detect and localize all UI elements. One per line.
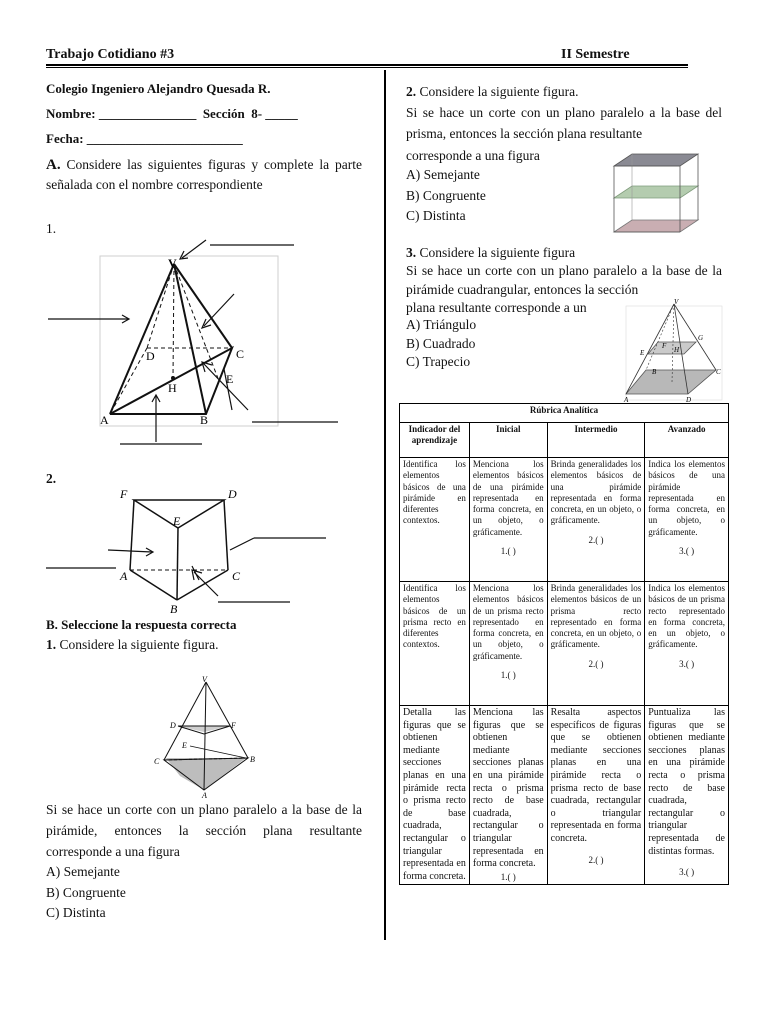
rubric-level-checkbox[interactable]: 2.( ) (588, 854, 604, 865)
question-2-option-a[interactable]: A) Semejante (406, 167, 480, 182)
rubric-header-avanzado: Avanzado (645, 423, 729, 458)
rubric-cell-text: Brinda generalidades los elementos básicos de una pirámide representada en forma concreta, en un objeto, o gráficamente. (550, 459, 642, 526)
question-1-number: 1. (46, 637, 57, 652)
rubric-table (399, 403, 729, 885)
rubric-indicator: Identifica los elementos básicos de una pirámide en diferentes contextos. (400, 458, 470, 582)
fig1-point-e: E (226, 372, 234, 386)
rubric-cell-intermedio (547, 706, 645, 885)
question-2-number: 2. (406, 84, 417, 99)
triangular-prism-figure (44, 484, 344, 616)
question-3-text: Si se hace un corte con un plano paralelo a la base de la pirámide cuadrangular, entonces la sección (406, 263, 722, 297)
fig5-point-g: G (698, 334, 704, 342)
fig1-vertex-c: C (236, 347, 245, 361)
fig2-vertex-b: B (170, 602, 178, 616)
rubric-cell-text: Menciona los elementos básicos de un prisma recto representado en forma concreta, en un objeto, o gráficamente. (472, 583, 544, 661)
fig3-point-f: F (231, 721, 236, 730)
rubric-level-checkbox[interactable]: 1.( ) (500, 670, 516, 681)
rubric-level-checkbox[interactable]: 2.( ) (588, 658, 604, 669)
fig3-vertex-a: A (202, 791, 207, 800)
fig2-vertex-e: E (173, 514, 181, 528)
fig5-vertex-a: A (624, 396, 629, 402)
fig5-point-f: F (662, 342, 667, 350)
fig2-vertex-c: C (232, 569, 241, 583)
rubric-header-indicator: Indicador del aprendizaje (400, 423, 470, 458)
fig5-point-h: H (674, 346, 680, 354)
rubric-cell-inicial (469, 706, 547, 885)
rubric-level-checkbox[interactable]: 3.( ) (679, 658, 695, 669)
rubric-row-sections (400, 706, 729, 885)
rubric-row-pyramid (400, 458, 729, 582)
question-1-intro-text: Considere la siguiente figura. (59, 637, 219, 652)
fig3-vertex-b: B (250, 755, 255, 764)
rubric-cell-text: Menciona los elementos básicos de una pirámide representada en forma concreta, en un objeto, o gráficamente. (472, 459, 544, 537)
question-3-options (406, 316, 476, 372)
header-rule-thin (46, 67, 688, 68)
triangular-pyramid-section-figure (150, 674, 262, 800)
question-1-option-a[interactable]: A) Semejante (46, 864, 120, 879)
fig1-vertex-v: V (168, 256, 177, 270)
fig1-vertex-a: A (100, 413, 109, 427)
rubric-cell-inicial (469, 458, 547, 582)
fig3-vertex-c: C (154, 757, 160, 766)
rubric-cell-text: Indica los elementos básicos de una pirámide representada en forma concreta, en un objeto, o gráficamente. (648, 459, 725, 537)
question-2-option-c[interactable]: C) Distinta (406, 208, 466, 223)
rubric-indicator: Identifica los elementos básicos de un prisma recto en diferentes contextos. (400, 582, 470, 706)
rubric-cell-text: Puntualiza las figuras que se obtienen mediante secciones planas en una pirámide recta o prisma recto de base cuadrada, rectangular o triangular representada de distintas formas. (648, 707, 725, 857)
item-2-number: 2. (46, 471, 57, 486)
square-pyramid-figure (44, 234, 344, 450)
question-1-option-b[interactable]: B) Congruente (46, 884, 126, 900)
part-a-instructions (46, 155, 362, 195)
rubric-title: Rúbrica Analítica (400, 404, 729, 423)
rubric-header-inicial: Inicial (469, 423, 547, 458)
fig1-vertex-b: B (200, 413, 209, 427)
question-1-text: Si se hace un corte con un plano paralelo a la base de la pirámide, entonces la sección plana resultante corresponde a una figura (46, 802, 362, 859)
prism-section-figure (612, 152, 700, 238)
fig3-vertex-v: V (202, 675, 207, 684)
fig5-vertex-v: V (674, 298, 679, 306)
question-3-option-c[interactable]: C) Trapecio (406, 354, 471, 369)
rubric-cell-avanzado (645, 458, 729, 582)
item-1-number: 1. (46, 221, 57, 236)
name-section-line: Nombre: _______________ Sección 8- _____ (46, 106, 298, 121)
fig5-vertex-d: D (686, 396, 692, 402)
date-line: Fecha: ________________________ (46, 131, 243, 146)
fig5-vertex-b: B (652, 368, 657, 376)
fig2-vertex-d: D (228, 487, 237, 501)
question-3-intro-text: Considere la siguiente figura (419, 245, 576, 260)
rubric-cell-intermedio (547, 582, 645, 706)
question-1-options (46, 862, 126, 924)
fig5-vertex-c: C (716, 368, 721, 376)
question-3-number: 3. (406, 245, 417, 260)
question-3-text-tail: plana resultante corresponde a un (406, 300, 587, 315)
rubric-level-checkbox[interactable]: 1.( ) (500, 546, 516, 557)
fig2-vertex-a: A (120, 569, 128, 583)
fig1-vertex-d: D (146, 349, 155, 363)
rubric-indicator: Detalla las figuras que se obtienen mediante secciones planas en una pirámide recta o prisma recto de base cuadrada, rectangular o triangular representada en forma concreta. (400, 706, 470, 885)
rubric-header-intermedio: Intermedio (547, 423, 645, 458)
rubric-cell-avanzado (645, 706, 729, 885)
question-3-intro (406, 243, 575, 263)
fig5-point-e: E (640, 349, 645, 357)
part-a-letter: A. (46, 157, 61, 173)
rubric-cell-text: Resalta aspectos específicos de figuras que se obtienen mediante secciones planas en una pirámide recta o prisma recto de base cuadrada, rectangular o triangular representada en forma concreta. (550, 707, 642, 844)
part-a-text: Considere las siguientes figuras y complete la parte señalada con el nombre correspondiente (46, 157, 362, 192)
rubric-level-checkbox[interactable]: 3.( ) (679, 546, 695, 557)
question-2-option-b[interactable]: B) Congruente (406, 187, 486, 203)
question-3-option-a[interactable]: A) Triángulo (406, 317, 477, 332)
question-2-options (406, 165, 486, 227)
fig2-vertex-f: F (120, 487, 128, 501)
part-b-title: B. Seleccione la respuesta correcta (46, 617, 237, 632)
column-divider (384, 70, 386, 940)
question-2-intro-text: Considere la siguiente figura. (419, 84, 579, 99)
header-rule (46, 64, 688, 66)
rubric-cell-text: Brinda generalidades los elementos básicos de un prisma recto representado en forma concreta, en un objeto, o gráficamente. (550, 583, 642, 650)
rubric-row-prism (400, 582, 729, 706)
square-pyramid-section-figure (622, 298, 726, 402)
fig3-point-d: D (170, 721, 176, 730)
school-name: Colegio Ingeniero Alejandro Quesada R. (46, 81, 271, 96)
rubric-level-checkbox[interactable]: 2.( ) (588, 534, 604, 545)
rubric-level-checkbox[interactable]: 3.( ) (679, 867, 695, 878)
rubric-cell-avanzado (645, 582, 729, 706)
rubric-cell-intermedio (547, 458, 645, 582)
fig3-point-e: E (182, 741, 187, 750)
semester-label: II Semestre (561, 47, 630, 62)
worksheet-title: Trabajo Cotidiano #3 (46, 47, 175, 62)
question-2-text: Si se hace un corte con un plano paralelo a la base del prisma, entonces la sección plana resultante (406, 105, 722, 141)
question-2-text-tail: corresponde a una figura (406, 148, 540, 163)
question-2-intro (406, 82, 578, 102)
rubric-level-checkbox[interactable]: 1.( ) (500, 871, 516, 882)
fig1-point-h: H (168, 381, 177, 395)
question-1-option-c[interactable]: C) Distinta (46, 905, 106, 920)
rubric-cell-text: Indica los elementos básicos de un prisma recto representado en forma concreta, en un objeto, o gráficamente. (648, 583, 725, 650)
question-1-intro (46, 635, 218, 655)
rubric-cell-text: Menciona las figuras que se obtienen mediante secciones planas en una pirámide recta o prisma recto de base cuadrada, rectangular o triangular representada en forma concreta. (472, 707, 544, 870)
rubric-cell-inicial (469, 582, 547, 706)
question-3-option-b[interactable]: B) Cuadrado (406, 335, 476, 351)
